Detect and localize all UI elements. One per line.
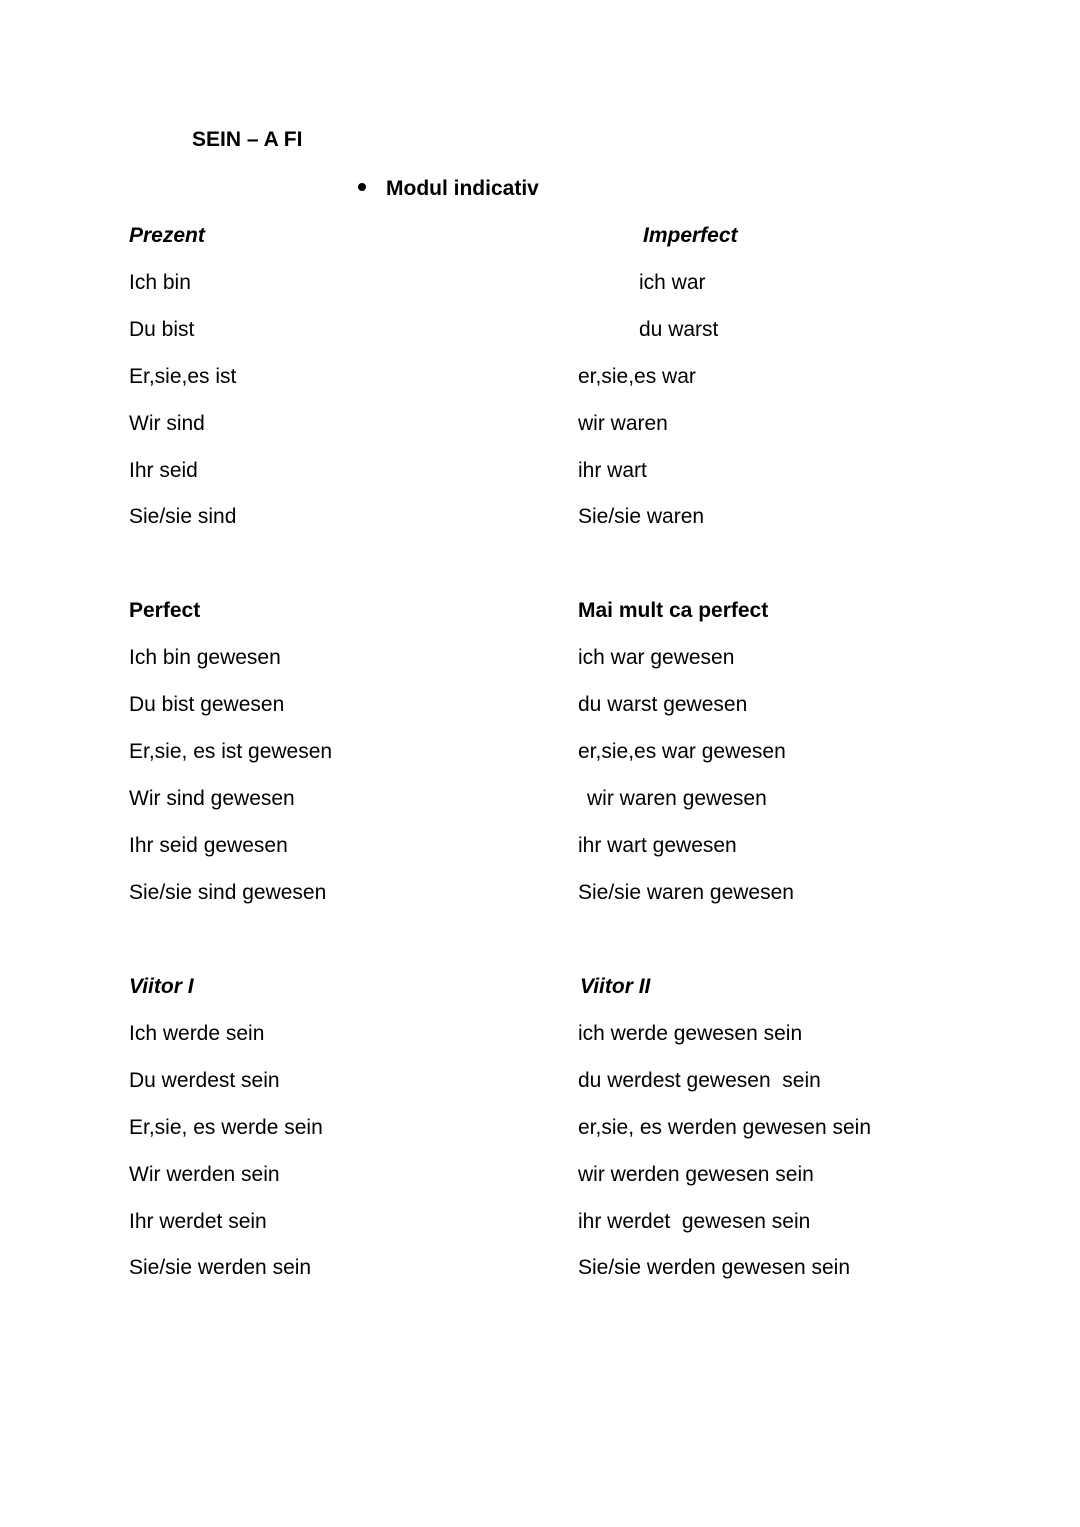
mai-mult-ca-perfect-form: ihr wart gewesen	[578, 834, 737, 857]
imperfect-form: wir waren	[578, 412, 668, 435]
viitor-1-heading: Viitor I	[129, 975, 194, 998]
imperfect-form: ihr wart	[578, 459, 647, 482]
mai-mult-ca-perfect-form: ich war gewesen	[578, 646, 735, 669]
imperfect-heading: Imperfect	[643, 224, 738, 247]
prezent-form: Ich bin	[129, 271, 191, 294]
viitor-1-form: Wir werden sein	[129, 1163, 280, 1186]
viitor-1-form: Ihr werdet sein	[129, 1210, 267, 1233]
imperfect-form: Sie/sie waren	[578, 505, 705, 528]
perfect-heading: Perfect	[129, 599, 201, 622]
mai-mult-ca-perfect-heading: Mai mult ca perfect	[578, 599, 769, 622]
viitor-2-form: er,sie, es werden gewesen sein	[578, 1116, 872, 1139]
viitor-2-form: ihr werdet gewesen sein	[578, 1210, 811, 1233]
imperfect-form: er,sie,es war	[578, 365, 696, 388]
perfect-form: Ich bin gewesen	[129, 646, 281, 669]
prezent-form: Du bist	[129, 318, 195, 341]
page-title: SEIN – A FI	[192, 128, 303, 151]
viitor-2-heading: Viitor II	[580, 975, 651, 998]
viitor-1-form: Sie/sie werden sein	[129, 1256, 312, 1279]
prezent-form: Er,sie,es ist	[129, 365, 237, 388]
viitor-1-form: Ich werde sein	[129, 1022, 265, 1045]
viitor-2-form: Sie/sie werden gewesen sein	[578, 1256, 850, 1279]
section-heading: Modul indicativ	[386, 177, 539, 200]
perfect-form: Ihr seid gewesen	[129, 834, 288, 857]
prezent-form: Ihr seid	[129, 459, 198, 482]
viitor-2-form: du werdest gewesen sein	[578, 1069, 821, 1092]
viitor-1-form: Er,sie, es werde sein	[129, 1116, 323, 1139]
perfect-form: Du bist gewesen	[129, 693, 285, 716]
mai-mult-ca-perfect-form: du warst gewesen	[578, 693, 748, 716]
prezent-form: Wir sind	[129, 412, 205, 435]
perfect-form: Er,sie, es ist gewesen	[129, 740, 333, 763]
mai-mult-ca-perfect-form: Sie/sie waren gewesen	[578, 881, 794, 904]
perfect-form: Sie/sie sind gewesen	[129, 881, 327, 904]
bullet-icon	[358, 183, 366, 191]
prezent-form: Sie/sie sind	[129, 505, 237, 528]
viitor-2-form: wir werden gewesen sein	[578, 1163, 814, 1186]
imperfect-form: du warst	[639, 318, 719, 341]
imperfect-form: ich war	[639, 271, 706, 294]
perfect-form: Wir sind gewesen	[129, 787, 295, 810]
viitor-1-form: Du werdest sein	[129, 1069, 280, 1092]
mai-mult-ca-perfect-form: er,sie,es war gewesen	[578, 740, 786, 763]
prezent-heading: Prezent	[129, 224, 205, 247]
mai-mult-ca-perfect-form: wir waren gewesen	[587, 787, 767, 810]
viitor-2-form: ich werde gewesen sein	[578, 1022, 803, 1045]
